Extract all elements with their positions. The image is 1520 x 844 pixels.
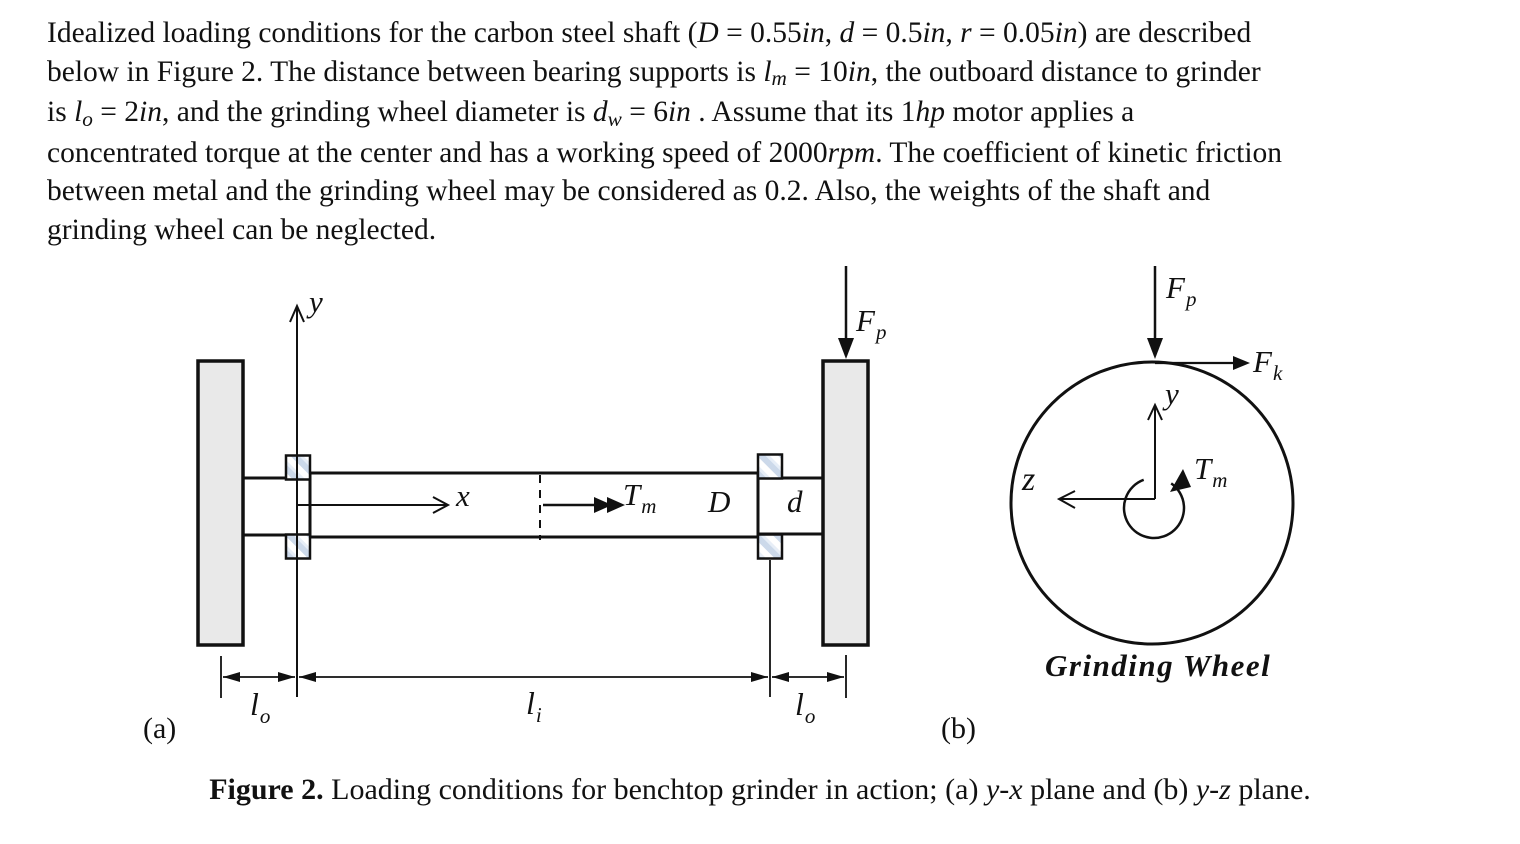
right-bearing-top — [758, 455, 782, 479]
left-wheel-side-view — [198, 361, 243, 645]
paragraph-line-4: concentrated torque at the center and has a working speed of 2000rpm. The coefficient of kinetic friction — [47, 136, 1283, 169]
force-k-label — [1253, 344, 1283, 385]
label-main: z — [1022, 461, 1036, 498]
paragraph-line-5: between metal and the grinding wheel may be considered as 0.2. Also, the weights of the shaft and — [47, 175, 1211, 207]
torque-label-b — [1194, 451, 1228, 492]
label-main: l — [795, 686, 804, 722]
y-axis-label-a — [309, 286, 323, 317]
paragraph-line-6: grinding wheel can be neglected. — [47, 213, 437, 246]
label-sub: m — [1212, 468, 1228, 492]
label-sub: p — [1185, 287, 1197, 311]
dim-li-arrowhead-left — [299, 672, 316, 682]
dim-lo-right-arrowhead-right — [827, 672, 844, 682]
figure-caption: Figure 2. Loading conditions for benchtop grinder in action; (a) y-x plane and (b) y-z plane. — [209, 773, 1311, 806]
force-p-arrowhead-b — [1147, 338, 1163, 359]
right-bearing-bottom — [758, 535, 782, 559]
label-main: y — [309, 284, 323, 319]
label-main: D — [708, 484, 731, 519]
y-axis-label-b — [1165, 378, 1179, 409]
label-sub: o — [259, 704, 271, 728]
major-diameter-label — [708, 486, 730, 517]
z-axis-label-b — [1022, 463, 1035, 497]
dim-lo-left-arrowhead-right — [278, 672, 295, 682]
paragraph-line-2: below in Figure 2. The distance between bearing supports is lm = 10in, the outboard distance to grinder — [47, 55, 1261, 91]
x-axis-label-a — [456, 480, 470, 511]
label-main: T — [623, 477, 641, 512]
force-p-arrowhead-a — [838, 338, 854, 359]
paragraph-line-3: is lo = 2in, and the grinding wheel diameter is dw = 6in . Assume that its 1hp motor applies a — [47, 96, 1135, 131]
label-sub: k — [1272, 361, 1283, 385]
label-main: F — [1166, 270, 1185, 305]
dim-lo-right-label — [795, 686, 816, 728]
grinding-wheel-circle — [1011, 362, 1293, 644]
label-main: x — [456, 478, 470, 513]
dim-li-arrowhead-right — [751, 672, 768, 682]
label-main: d — [787, 484, 803, 519]
label-main: T — [1194, 451, 1212, 486]
label-main: l — [250, 686, 259, 722]
dim-li-label — [526, 685, 542, 727]
label-main: F — [856, 303, 875, 338]
label-sub: m — [641, 494, 657, 518]
force-k-arrowhead — [1233, 356, 1250, 370]
right-wheel-side-view — [823, 361, 868, 645]
label-main: Grinding Wheel — [1045, 648, 1272, 683]
dim-lo-right-arrowhead-left — [772, 672, 789, 682]
label-main: y — [1165, 376, 1179, 411]
label-main: (a) — [143, 712, 177, 745]
subfigure-b-tag — [941, 714, 976, 744]
label-main: l — [526, 685, 535, 721]
label-sub: p — [875, 320, 887, 344]
force-p-label-a — [856, 303, 887, 344]
dim-lo-left-label — [250, 686, 271, 728]
grinding-wheel-caption — [1045, 650, 1271, 681]
force-p-label-b — [1166, 270, 1197, 311]
label-sub: o — [804, 704, 816, 728]
paragraph-line-1: Idealized loading conditions for the carbon steel shaft (D = 0.55in, d = 0.5in, r = 0.05in) are described — [47, 17, 1252, 49]
torque-label-a — [623, 477, 657, 518]
dim-lo-left-arrowhead-left — [223, 672, 240, 682]
label-main: (b) — [941, 712, 976, 745]
subfigure-a-tag — [143, 714, 176, 744]
label-sub: i — [535, 703, 542, 727]
label-main: F — [1253, 344, 1272, 379]
minor-diameter-label — [787, 486, 803, 517]
shaft-left-outboard-section — [243, 478, 310, 535]
